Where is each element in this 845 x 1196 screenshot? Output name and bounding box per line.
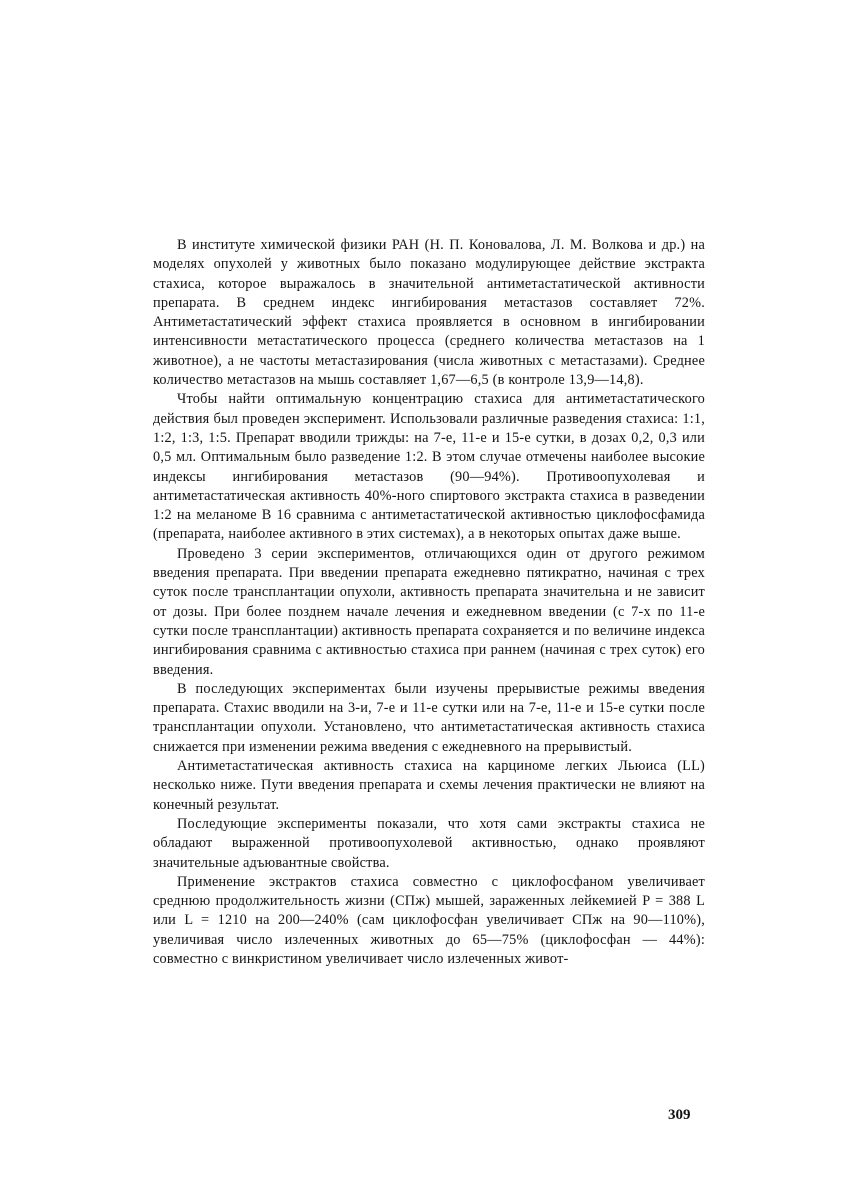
paragraph-3: Проведено 3 серии экспериментов, отличающихся один от другого режимом введения препарата. При введении препарата ежедневно пятикратно, начиная с трех суток после трансплантации опухоли, активность препарата значительна и не зависит от дозы. При более позднем начале лечения и ежедневном введении (с 7-х по 11-е сутки после трансплантации) активность препарата сохраняется и по величине индекса ингибирования сравнима с активностью стахиса при раннем (начиная с трех суток) его введения.: [153, 545, 705, 678]
paragraph-4: В последующих экспериментах были изучены прерывистые режимы введения препарата. Стахис вводили на 3-и, 7-е и 11-е сутки или на 7-е, 11-е и 15-е сутки после трансплантации опухоли. Установлено, что антиметастатическая активность стахиса снижается при изменении режима введения с ежедневного на прерывистый.: [153, 680, 705, 755]
paragraph-5: Антиметастатическая активность стахиса на карциноме легких Льюиса (LL) несколько ниже. Пути введения препарата и схемы лечения практически не влияют на конечный результат.: [153, 758, 705, 813]
paragraph-7: Применение экстрактов стахиса совместно с циклофосфаном увеличивает среднюю продолжительность жизни (СПж) мышей, зараженных лейкемией P = 388 L или L = 1210 на 200—240% (сам циклофосфан увеличивает СПж на 90—110%), увеличивая число излеченных животных до 65—75% (циклофосфан — 44%): совместно с винкристином увеличивает число излеченных живот-: [153, 873, 705, 967]
body-text: [153, 236, 705, 969]
paragraph-6: Последующие эксперименты показали, что хотя сами экстракты стахиса не обладают выраженной противоопухолевой активностью, однако проявляют значительные адъювантные свойства.: [153, 815, 705, 871]
page-number: 309: [668, 1107, 691, 1123]
paragraph-1: В институте химической физики РАН (Н. П. Коновалова, Л. М. Волкова и др.) на моделях опухолей у животных было показано модулирующее действие экстракта стахиса, которое выражалось в значительной антиметастатической активности препарата. В среднем индекс ингибирования метастазов составляет 72%. Антиметастатический эффект стахиса проявляется в основном в ингибировании интенсивности метастатического процесса (среднего количества метастазов на 1 животное), а не частоты метастазирования (числа животных с метастазами). Среднее количество метастазов на мышь составляет 1,67—6,5 (в контроле 13,9—14,8).: [153, 237, 705, 389]
paragraph-2: Чтобы найти оптимальную концентрацию стахиса для антиметастатического действия был проведен эксперимент. Использовали различные разведения стахиса: 1:1, 1:2, 1:3, 1:5. Препарат вводили трижды: на 7-е, 11-е и 15-е сутки, в дозах 0,2, 0,3 или 0,5 мл. Оптимальным было разведение 1:2. В этом случае отмечены наиболее высокие индексы ингибирования метастазов (90—94%). Противоопухолевая и антиметастатическая активность 40%-ного спиртового экстракта стахиса в разведении 1:2 на меланоме В 16 сравнима с антиметастатической активностью циклофосфамида (препарата, наиболее активного в этих системах), а в некоторых опытах даже выше.: [153, 391, 705, 543]
